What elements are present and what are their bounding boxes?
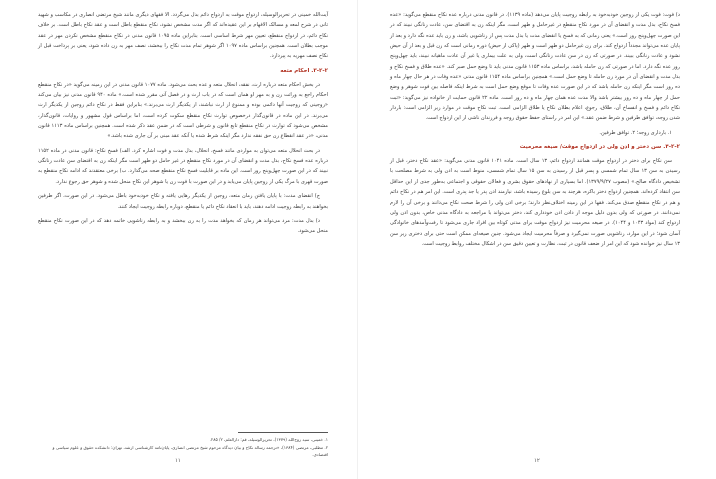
footnote: ۱. خمینی، سید روح‌الله (۱۳۷۹)، تحریرالوسیله، قم: دارالعلم، ۲/ ۲۸۵. <box>209 437 328 442</box>
section-heading: ۴-۲-۲. سن دختر و اذن ولی در ازدواج موقت/ صیغه محرمیت <box>519 144 680 151</box>
paragraph: د) بذل مدت: مرد می‌تواند هر زمان که بخواهد مدت را به زن ببخشد و به رابطه زناشویی خاتمه دهد که در این صورت نکاح منقطع منحل می‌شود. <box>38 217 328 235</box>
footnotes <box>38 432 328 459</box>
section-heading: ۳-۲-۲. احکام متعه <box>280 67 328 74</box>
page-number: ۱۱ <box>175 458 181 464</box>
footnote-divider <box>238 432 328 433</box>
page-number: ۱۲ <box>534 458 540 464</box>
paragraph: آیت‌الله خمینی در تحریرالوسیله، ازدواج موقت به ازدواج دائم بدل می‌گردد. الا فقهای دیگری مانند شیخ مرتضی انصاری در مکاسب و شهید ثانی در شرح لمعه و مسالک الافهام بر این عقیده‌اند که اگر مدت مشخص نشود، نکاح منقطع باطل است و عقد نکاح باطل است. بر خلاف نکاح دائم، در ازدواج منقطع، تعیین مهر شرط اساسی است. بنابراین ماده ۱۰۹۵ قانون مدنی در نکاح منقطع مشخص نکردن مهر در عقد موجب بطلان است. همچنین براساس ماده ۱۰۹۷ اگر شوهر تمام مدت نکاح را ببخشد، نصف مهر به زن داده شود، یعنی بر پرداخت قبل از نکاح نصف مهریه به پیردازد. <box>38 12 329 60</box>
right-page <box>358 0 716 479</box>
paragraph: د) فوت: فوت یکی از زوجین خودبه‌خود به رابطه زوجیت پایان می‌دهد (ماده ۱۱۳۹). در قانون مدنی درباره عده نکاح منقطع می‌گوید: «عده فسخ نکاح، بذل مدت و انقضای آن در مورد نکاح منقطع در غیرحامل و طهر است، مگر اینکه زن به اقتضای سن، عادت زنانگی نبیند که در این صورت چهل‌وپنج روز است.» یعنی زمانی که به فسخ یا انقضای مدت یا بذل مدت پس از زناشویی باشد، و زن باید عده نگه دارد و بعد از پایان عده می‌تواند مجدداً ازدواج کند. برای زن غیرحامل دو طهر است و طهر (پاکی از حیض) دوره زمانی است که زن قبل و بعد از آن حیض نشود و عادت زنانگی ببیند. در صورتی که زن در سن عادت زنانگی است، ولی به علت بیماری یا غیر آن عادت ماهیانه نبیند، باید چهل‌وپنج روز عده نگه دارد. اما در صورتی که زن حامله باشد، براساس ماده ۱۱۵۳ قانون مدنی باید تا وضع حمل صبر کند. «عده طلاق و فسخ نکاح و بذل مدت و انقضای آن در مورد زن حامله تا وضع حمل است.» همچنین براساس ماده ۱۱۵۴ قانون مدنی «عده وفات در هر حال چهار ماه و ده روز است مگر اینکه زن حامله باشد که در این صورت عده وفات تا موقع وضع حمل است به شرط اینکه فاصله بین فوت شوهر و وضع حمل از چهار ماه و ده روز بیشتر باشد والا مدت عده همان چهار ماه و ده روز است. ماده ۲۲ قانون حمایت از خانواده نیز می‌گوید: «ثبت نکاح دائم و فسخ و انفساخ آن، طلاق، رجوع، اعلام بطلان نکاح یا طلاق الزامی است. ثبت نکاح موقت در موارد زیر الزامی است: باردار شدن زوجه، توافق طرفین و شرط ضمن عقد.» این امر در راستای حفظ حقوق زوجه و فرزندان ناشی از این ازدواج است. <box>390 12 680 122</box>
paragraph: ج) انقضای مدت: با پایان یافتن زمان متعه، زوجین از یکدیگر رهایی یافته و نکاح خودبه‌خود باطل می‌شود. در این صورت، اگر طرفین بخواهند به رابطه زوجیت ادامه دهند، باید با انعقاد نکاح دائم یا منقطع، دوباره رابطه زوجیت ایجاد کنند. <box>38 193 328 210</box>
paragraph: سن نکاح برای دختر در ازدواج موقت همانند ازدواج دائم، ۱۳ سال است. ماده ۱۰۴۱ قانون مدنی می‌گوید: «عقد نکاح دختر، قبل از رسیدن به سن ۱۳ سال تمام شمسی و پسر قبل از رسیدن به سن ۱۵ سال تمام شمسی، منوط است به اذن ولی به شرط مصلحت با تشخیص دادگاه صالح.» (مصوب ۱۳۷۹/۹/۲۷). اما بسیاری از نهادهای حقوق بشری و فعالان حقوقی و اجتماعی به‌طور جدی از این حداقل سن انتقاد کرده‌اند. همچنین ازدواج دختر باکره، هرچند به سن بلوغ رسیده باشد، نیازمند اذن پدر یا جد پدری است. این امر هم در نکاح دائم و هم در نکاح منقطع صدق می‌کند. فقها در این زمینه اختلاف‌نظر دارند؛ برخی اذن ولی را شرط صحت نکاح می‌دانند و برخی آن را لازم نمی‌دانند. در صورتی که ولی بدون دلیل موجه از دادن اذن خودداری کند، دختر می‌تواند با مراجعه به دادگاه مدنی خاص، بدون اذن ولی ازدواج کند (مواد ۱۰۴۳ و ۱۰۴۴). در صیغه محرمیت نیز ازدواج موقت برای مدتی کوتاه بین افراد جاری می‌شود تا رفت‌وآمدهای خانوادگی آسان شود؛ در این موارد، زناشویی صورت نمی‌گیرد و صرفاً محرمیت ایجاد می‌شود. چنین صیغه‌ای ممکن است حتی برای دختری زیر سن ۱۳ سال نیز خوانده شود که این امر از ضعف قانون در ثبت، نظارت و تعیین دقیق سن در اشکال مختلف روابط زوجیت است. <box>390 158 681 247</box>
footnote: ۲. مطلبی، مرتضی (۱۳۸۴)، «ترجمه رساله نکاح و بیان دیدگاه مرحوم شیخ مرتضی انصاری، پایان‌نامه کارشناسی ارشد، تهران: دانشکده حقوق و علوم سیاسی و اقتصادی. <box>52 444 328 457</box>
left-page-body <box>38 10 328 241</box>
right-page-body <box>390 10 680 253</box>
paragraph: در بحث انحلال متعه می‌توان به مواردی مانند فسخ، انحلال، بذل مدت و فوت اشاره کرد. الف) فسخ نکاح: قانون مدنی در ماده ۱۱۵۲ درباره عده فسخ نکاح، بذل مدت و انقضای آن در مورد نکاح منقطع در غیر حامل دو طهر است مگر اینکه زن به اقتضای سن عادت زنانگی نبیند که در این صورت چهل‌وپنج روز است. این ماده بر قابلیت فسخ نکاح منقطع صحه می‌گذارد. ب) برخی معتقدند که ادامه نکاح منقطع به صورت قهری با مرگ یکی از زوجین پایان می‌یابد و در این صورت با فوت زن یا شوهر این نکاح منحل شده و شوهر حق رجوع ندارد. <box>38 147 328 185</box>
paragraph: ۱. بارداری زوجه؛ ۲. توافق طرفین. <box>599 129 672 136</box>
paragraph: در بخش احکام متعه درباره ارث، نفقه، انحلال متعه و عده بحث می‌شود. ماده ۱۰۷۷ قانون مدنی در این زمینه می‌گوید «در نکاح منقطع احکام راجع به وراثت زن و به مهر او همان است که در باب ارث و در فصل آتی مقرر شده است.» ماده ۹۴۰ قانون مدنی نیز بیان می‌کند «زوجینی که زوجیت آنها دائمی بوده و ممنوع از ارث نباشند، از یکدیگر ارث می‌برند.» بنابراین فقط در نکاح دائم زوجین از یکدیگر ارث می‌برند. در این ماده در قانون‌گذار درخصوص توارث نکاح منقطع سکوت کرده است، اما براساس قول مشهور و روایات، قانون‌گذار، مشخص می‌شود که توارث در نکاح منقطع تابع قانون و شرطی است که در ضمن عقد ذکر شده است. همچنین براساس ماده ۱۱۱۳ قانون مدنی، «در عقد انقطاع زن حق نفقه ندارد مگر اینکه شرط شده یا آنکه عقد مبنی بر آن جاری شده باشد.» <box>38 81 328 140</box>
